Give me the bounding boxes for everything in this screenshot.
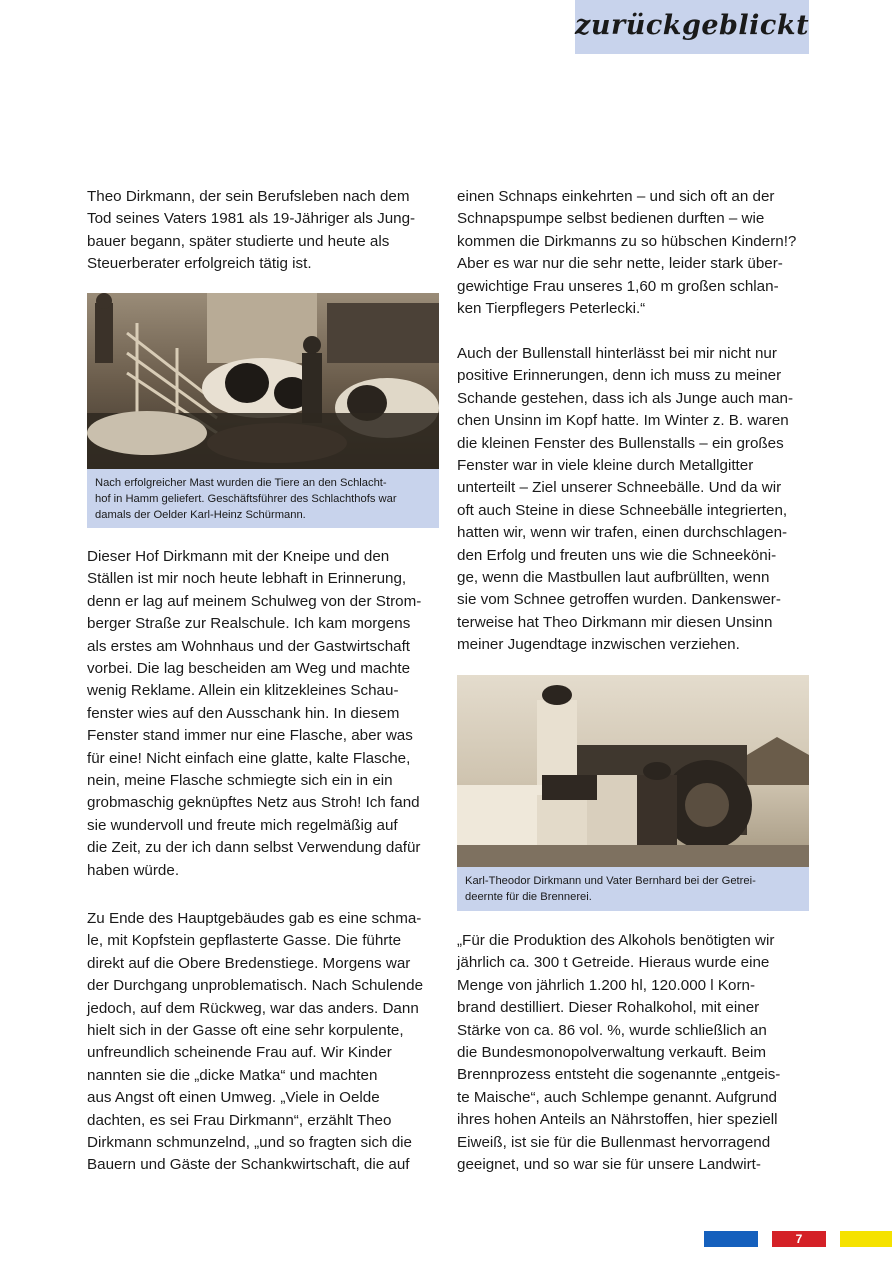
text-line: Dirkmann schmunzelnd, „und so fragten sich die	[87, 1134, 413, 1152]
text-line: den Erfolg und freuten uns wie die Schneeköni-	[457, 546, 777, 564]
text-line: einen Schnaps einkehrten – und sich oft an der	[457, 188, 775, 205]
text-line: hatten wir, wenn wir trafen, einen durchschlagen-	[457, 524, 788, 542]
text-line: Fenster stand immer nur eine Flasche, aber was	[87, 727, 413, 745]
text-line: Menge von jährlich 1.200 hl, 120.000 l Korn-	[457, 976, 756, 994]
text-line: jedoch, auf dem Rückweg, war das anders. Dann	[87, 999, 419, 1017]
photo-cattle-yard-caption	[87, 469, 439, 528]
paragraph-bullenstall	[457, 343, 811, 657]
photo-cattle-yard-image	[87, 293, 439, 469]
text-line: Bauern und Gäste der Schankwirtschaft, die auf	[87, 1156, 410, 1174]
text-line: aus Angst oft einen Umweg. „Viele in Oelde	[87, 1089, 380, 1107]
text-line: fenster wies auf den Ausschank hin. In diesem	[87, 704, 400, 722]
text-line: Fenster war in viele kleine durch Metallgitter	[457, 457, 754, 475]
text-line: kommen die Dirkmanns zu so hübschen Kindern!?	[457, 232, 797, 250]
text-line: haben würde.	[87, 861, 180, 879]
text-line: nein, meine Flasche schmiegte sich ein in ein	[87, 772, 393, 790]
page-number: 7	[772, 1231, 826, 1247]
text-line: die kleinen Fenster des Bullenstalls – ein großes	[457, 434, 784, 452]
text-line: vorbei. Die lag bescheiden am Weg und machte	[87, 660, 411, 678]
text-line: Aber es war nur die sehr nette, leider stark über-	[457, 255, 783, 273]
text-line: jährlich ca. 300 t Getreide. Hieraus wurde eine	[457, 954, 770, 972]
text-line: hielt sich in der Gasse oft eine sehr korpulente,	[87, 1022, 404, 1040]
text-line: ge, wenn die Mastbullen laut aufbrüllten, wenn	[457, 569, 770, 587]
text-line: Stärke von ca. 86 vol. %, wurde schließlich an	[457, 1021, 767, 1039]
section-header-tab	[575, 0, 809, 54]
text-line: ken Tierpflegers Peterlecki.“	[457, 300, 646, 318]
section-title: zurückgeblickt	[575, 10, 810, 41]
text-line: berger Straße zur Realschule. Ich kam morgens	[87, 615, 411, 633]
text-line: positive Erinnerungen, denn ich muss zu meiner	[457, 367, 782, 385]
text-line: grobmaschig geknüpftes Netz aus Stroh! Ich fand	[87, 794, 420, 812]
text-line: Brennprozess entsteht die sogenannte „entgeis-	[457, 1066, 781, 1084]
paragraph-hof-dirkmann	[87, 546, 439, 882]
text-line: die Zeit, zu der ich dann selbst Verwendung dafür	[87, 839, 421, 857]
text-line: direkt auf die Obere Bredenstiege. Morgens war	[87, 954, 411, 972]
text-line: für eine! Nicht einfach eine glatte, kalte Flasche,	[87, 749, 411, 767]
footer-bar-yellow	[840, 1231, 892, 1247]
text-line: Karl-Theodor Dirkmann und Vater Bernhard bei der Getrei-	[465, 875, 756, 887]
text-line: Schnapspumpe selbst bedienen durften – wie	[457, 210, 765, 228]
text-line: denn er lag auf meinem Schulweg von der Strom-	[87, 592, 422, 610]
photo-grain-harvest-caption	[457, 867, 809, 911]
text-line: Dieser Hof Dirkmann mit der Kneipe und den	[87, 548, 390, 565]
paragraph-gasse	[87, 908, 439, 1177]
text-line: die Bundesmonopolverwaltung verkauft. Beim	[457, 1044, 766, 1062]
paragraph-schnaps	[457, 186, 811, 320]
text-line: te Maische“, auch Schlempe genannt. Aufgrund	[457, 1088, 777, 1106]
paragraph-produktion	[457, 930, 811, 1176]
photo-grain-harvest	[457, 675, 809, 867]
photo-cattle-yard	[87, 293, 439, 469]
text-line: Steuerberater erfolgreich tätig ist.	[87, 255, 312, 273]
text-line: geeignet, und so war sie für unsere Landwirt-	[457, 1156, 761, 1174]
text-line: „Für die Produktion des Alkohols benötigten wir	[457, 932, 775, 949]
text-line: Theo Dirkmann, der sein Berufsleben nach dem	[87, 188, 410, 205]
text-line: oft auch Steine in diese Schneebälle integrierten,	[457, 501, 788, 519]
text-line: bauer begann, später studierte und heute als	[87, 232, 390, 250]
text-line: der Durchgang unproblematisch. Nach Schulende	[87, 977, 424, 995]
text-line: unterteilt – Ziel unserer Schneebälle. Und da wir	[457, 479, 782, 497]
text-line: Zu Ende des Hauptgebäudes gab es eine schma-	[87, 910, 422, 927]
text-line: terweise hat Theo Dirkmann mir diesen Unsinn	[457, 613, 773, 631]
text-line: sie wundervoll und freute mich regelmäßig auf	[87, 816, 398, 834]
text-line: sie vom Schnee getroffen wurden. Dankenswer-	[457, 591, 781, 609]
text-line: als erstes am Wohnhaus und der Gastwirtschaft	[87, 637, 411, 655]
text-line: le, mit Kopfstein gepflasterte Gasse. Die führte	[87, 932, 402, 950]
text-line: Auch der Bullenstall hinterlässt bei mir nicht nur	[457, 345, 777, 362]
text-line: chen Unsinn im Kopf hatte. Im Winter z. B. waren	[457, 412, 789, 430]
text-line: nannten sie die „dicke Matka“ und machten	[87, 1066, 378, 1084]
photo-grain-harvest-image	[457, 675, 809, 867]
text-line: damals der Oelder Karl-Heinz Schürmann.	[95, 509, 306, 521]
text-line: gewichtige Frau unseres 1,60 m großen schlan-	[457, 277, 779, 295]
text-line: ihres hohen Anteils an Nährstoffen, hier speziell	[457, 1111, 778, 1129]
footer-bar-blue	[704, 1231, 758, 1247]
text-line: Nach erfolgreicher Mast wurden die Tiere an den Schlacht-	[95, 477, 387, 489]
text-line: wenig Reklame. Allein ein klitzekleines Schau-	[87, 682, 399, 700]
text-line: brand destilliert. Dieser Rohalkohol, mit einer	[457, 999, 760, 1017]
text-line: Eiweiß, ist sie für die Bullenmast hervorragend	[457, 1133, 771, 1151]
text-line: unfreundlich scheinende Frau auf. Wir Kinder	[87, 1044, 392, 1062]
text-line: hof in Hamm geliefert. Geschäftsführer des Schlachthofs war	[95, 493, 397, 505]
text-line: Tod seines Vaters 1981 als 19-Jähriger als Jung-	[87, 210, 416, 228]
text-line: deernte für die Brennerei.	[465, 891, 592, 903]
intro-paragraph	[87, 186, 439, 276]
text-line: dachten, es sei Frau Dirkmann“, erzählt Theo	[87, 1111, 392, 1129]
text-line: meiner Jugendtage inzwischen verziehen.	[457, 636, 740, 654]
text-line: Ställen ist mir noch heute lebhaft in Erinnerung,	[87, 570, 407, 588]
text-line: Schande gestehen, dass ich als Junge auch man-	[457, 389, 794, 407]
